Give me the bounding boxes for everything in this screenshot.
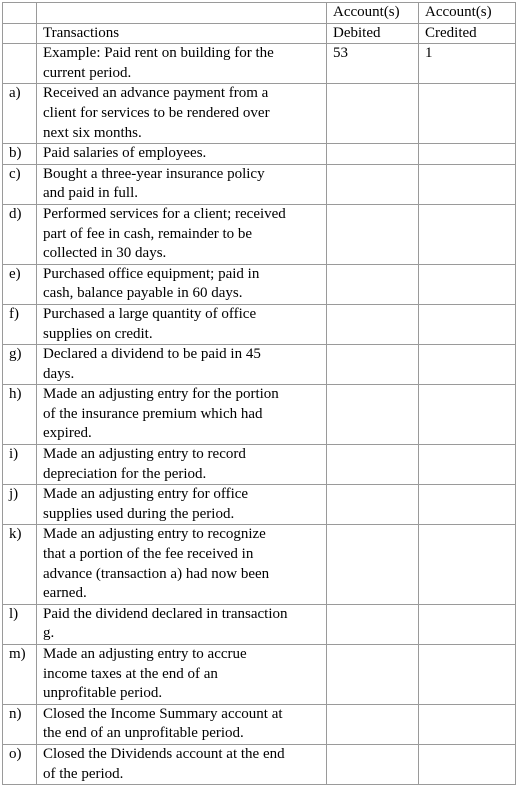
header-letter-cell [3,3,37,24]
account-credited-cell[interactable] [419,704,516,744]
account-debited-cell[interactable] [327,164,419,204]
transaction-row [3,525,516,604]
transaction-row [3,164,516,204]
transaction-description: Made an adjusting entry to recognize that a portion of the fee received in advance (transaction a) had now been earned. [37,525,327,604]
example-credited-cell[interactable]: 1 [419,44,516,84]
account-credited-cell[interactable] [419,525,516,604]
header-credited-label: Account(s) [419,3,516,24]
header-row-2 [3,23,516,44]
account-credited-cell[interactable] [419,164,516,204]
transaction-row [3,204,516,264]
transaction-row [3,744,516,784]
transaction-row [3,445,516,485]
account-credited-cell[interactable] [419,645,516,705]
account-debited-cell[interactable] [327,345,419,385]
account-credited-cell[interactable] [419,445,516,485]
transactions-table [2,2,516,785]
account-debited-cell[interactable] [327,604,419,644]
debited-column-header: Debited [327,23,419,44]
transaction-row [3,304,516,344]
transaction-letter: i) [3,445,37,485]
example-letter [3,44,37,84]
transaction-description: Paid the dividend declared in transaction g. [37,604,327,644]
account-credited-cell[interactable] [419,264,516,304]
account-debited-cell[interactable] [327,485,419,525]
account-debited-cell[interactable] [327,144,419,165]
transaction-description: Declared a dividend to be paid in 45 days. [37,345,327,385]
transaction-description: Received an advance payment from a client for services to be rendered over next six months. [37,84,327,144]
example-transaction: Example: Paid rent on building for the current period. [37,44,327,84]
transaction-description: Bought a three-year insurance policy and paid in full. [37,164,327,204]
transaction-letter: l) [3,604,37,644]
account-credited-cell[interactable] [419,144,516,165]
transaction-description: Made an adjusting entry for the portion of the insurance premium which had expired. [37,385,327,445]
header-debited-label: Account(s) [327,3,419,24]
header-transaction-cell [37,3,327,24]
header-row-1 [3,3,516,24]
account-debited-cell[interactable] [327,744,419,784]
transaction-row [3,704,516,744]
example-debited-cell[interactable]: 53 [327,44,419,84]
example-row [3,44,516,84]
transaction-description: Purchased a large quantity of office supplies on credit. [37,304,327,344]
transaction-row [3,604,516,644]
account-credited-cell[interactable] [419,744,516,784]
transaction-letter: a) [3,84,37,144]
transaction-row [3,84,516,144]
account-debited-cell[interactable] [327,204,419,264]
transaction-letter: k) [3,525,37,604]
transaction-letter: o) [3,744,37,784]
transaction-letter: j) [3,485,37,525]
transaction-description: Closed the Dividends account at the end of the period. [37,744,327,784]
transaction-description: Closed the Income Summary account at the end of an unprofitable period. [37,704,327,744]
transaction-description: Purchased office equipment; paid in cash, balance payable in 60 days. [37,264,327,304]
account-debited-cell[interactable] [327,645,419,705]
transaction-letter: c) [3,164,37,204]
transaction-letter: m) [3,645,37,705]
account-debited-cell[interactable] [327,264,419,304]
credited-column-header: Credited [419,23,516,44]
account-credited-cell[interactable] [419,485,516,525]
account-debited-cell[interactable] [327,84,419,144]
account-credited-cell[interactable] [419,604,516,644]
account-debited-cell[interactable] [327,445,419,485]
transaction-letter: e) [3,264,37,304]
transaction-row [3,385,516,445]
account-credited-cell[interactable] [419,385,516,445]
transaction-description: Performed services for a client; received part of fee in cash, remainder to be collected in 30 days. [37,204,327,264]
transaction-letter: b) [3,144,37,165]
account-credited-cell[interactable] [419,204,516,264]
header-letter-cell [3,23,37,44]
transaction-letter: h) [3,385,37,445]
transaction-row [3,345,516,385]
transaction-description: Made an adjusting entry to accrue income taxes at the end of an unprofitable period. [37,645,327,705]
transaction-row [3,485,516,525]
account-debited-cell[interactable] [327,385,419,445]
account-credited-cell[interactable] [419,84,516,144]
transaction-letter: n) [3,704,37,744]
account-debited-cell[interactable] [327,304,419,344]
transaction-letter: d) [3,204,37,264]
transaction-description: Made an adjusting entry to record depreciation for the period. [37,445,327,485]
account-debited-cell[interactable] [327,525,419,604]
transaction-letter: g) [3,345,37,385]
transaction-description: Paid salaries of employees. [37,144,327,165]
transaction-row [3,645,516,705]
transactions-column-header: Transactions [37,23,327,44]
account-credited-cell[interactable] [419,304,516,344]
account-debited-cell[interactable] [327,704,419,744]
transaction-row [3,144,516,165]
transaction-row [3,264,516,304]
transaction-description: Made an adjusting entry for office supplies used during the period. [37,485,327,525]
account-credited-cell[interactable] [419,345,516,385]
transaction-letter: f) [3,304,37,344]
